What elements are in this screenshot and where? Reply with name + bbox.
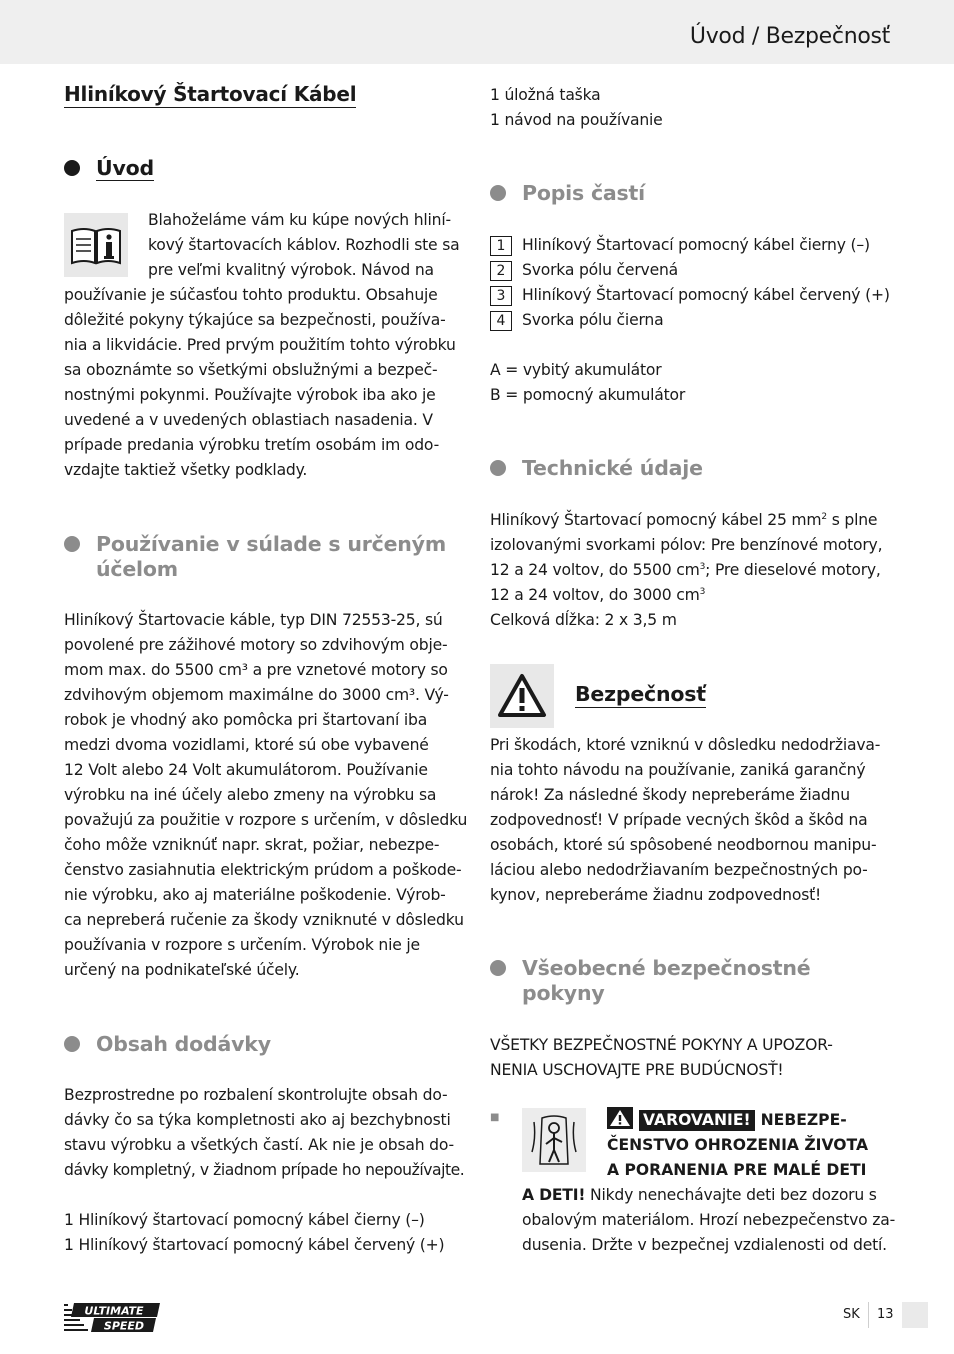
- legend-a: A = vybitý akumulátor: [490, 361, 662, 379]
- intended-use-line: medzi dvoma vozidlami, ktoré sú obe vybavené: [64, 736, 429, 754]
- info-book-icon: [64, 213, 128, 277]
- delivery-line: dávky kompletný, v žiadnom prípade ho nepoužívajte.: [64, 1161, 465, 1179]
- intended-use-line: robok je vhodný ako pomôcka pri štartovaní iba: [64, 711, 428, 729]
- intro-line: nia a likvidácie. Pred prvým použitím tohto výrobku: [64, 336, 456, 354]
- child-warning-text: [522, 1183, 922, 1258]
- part-number: 4: [490, 311, 512, 331]
- section-bullet-icon: [64, 1036, 80, 1052]
- safety-line: nárok! Za následné škody nepreberáme žiadnu: [490, 786, 850, 804]
- section-heading-tech: Technické údaje: [490, 456, 703, 481]
- delivery-line: stavu výrobku a všetkých častí. Ak nie je obsah do-: [64, 1136, 454, 1154]
- delivery-item: 1 návod na používanie: [490, 111, 663, 129]
- intro-wrapped-text: [148, 208, 464, 283]
- intended-use-line: nie výrobku, ako aj materiálne poškodenie. Výrob-: [64, 886, 446, 904]
- intended-use-line: považujú za použitie v rozpore s určením, v dôsledku: [64, 811, 468, 829]
- intended-use-line: Hliníkový Štartovacie káble, typ DIN 72553-25, sú: [64, 611, 443, 629]
- part-label: Hliníkový Štartovací pomocný kábel červený (+): [522, 286, 890, 304]
- part-number: 2: [490, 261, 512, 281]
- intro-line: Blahoželáme vám ku kúpe nových hliní-: [148, 211, 451, 229]
- section-bullet-icon: [490, 185, 506, 201]
- part-label: Svorka pólu červená: [522, 261, 678, 279]
- parts-list-item: [490, 233, 900, 258]
- intro-line: vzdajte taktiež všetky podklady.: [64, 461, 308, 479]
- parts-list-item: [490, 308, 900, 333]
- section-heading-parts: Popis častí: [490, 181, 645, 206]
- warning-heading-line: VAROVANIE! NEBEZPE-: [607, 1107, 907, 1133]
- delivery-line: Bezprostredne po rozbalení skontrolujte obsah do-: [64, 1086, 448, 1104]
- intended-use-line: mom max. do 5500 cm³ a pre vznetové motory so: [64, 661, 448, 679]
- svg-text:SPEED: SPEED: [103, 1319, 145, 1333]
- warning-triangle-small-icon: [607, 1107, 633, 1129]
- section-heading-general-safety: Všeobecné bezpečnostné pokyny: [490, 956, 810, 1006]
- safety-text: [490, 733, 900, 908]
- section-bullet-icon: [64, 536, 80, 552]
- section-bullet-icon: [64, 160, 80, 176]
- part-number: 3: [490, 286, 512, 306]
- intended-use-line: ca nepreberá ručenie za škody vzniknuté v dôsledku: [64, 911, 464, 929]
- tech-text: [490, 508, 910, 633]
- tech-line: 12 a 24 voltov, do 3000 $cm^3$: [490, 586, 706, 604]
- caps-line: NENIA USCHOVAJTE PRE BUDÚCNOSŤ!: [490, 1061, 784, 1079]
- child-warning-line: A DETI! Nikdy nenechávajte deti bez dozoru s: [522, 1186, 877, 1204]
- delivery-item: 1 úložná taška: [490, 86, 601, 104]
- parts-list-item: [490, 258, 900, 283]
- delivery-item: 1 Hliníkový štartovací pomocný kábel čierny (–): [64, 1211, 425, 1229]
- parts-list-item: [490, 283, 900, 308]
- child-in-plastic-bag-icon: [522, 1108, 586, 1172]
- legend-b: B = pomocný akumulátor: [490, 386, 686, 404]
- intro-line: pre veľmi kvalitný výrobok. Návod na: [148, 261, 434, 279]
- child-warning-bold: [607, 1107, 907, 1183]
- intro-line: prípade predania výrobku tretím osobám im odo-: [64, 436, 439, 454]
- part-number: 1: [490, 236, 512, 256]
- section-bullet-icon: [490, 960, 506, 976]
- list-bullet: ■: [490, 1112, 500, 1123]
- general-safety-caps: [490, 1033, 910, 1083]
- intended-use-line: povolené pre zážihové motory so zdvihovým obje-: [64, 636, 448, 654]
- footer-separator: [868, 1302, 869, 1328]
- intended-use-line: čoho môže vzniknúť napr. skrat, požiar, nebezpe-: [64, 836, 440, 854]
- intended-use-line: 12 Volt alebo 24 Volt akumulátorom. Používanie: [64, 761, 428, 779]
- warning-heading-line: ČENSTVO OHROZENIA ŽIVOTA: [607, 1136, 869, 1154]
- section-heading-intended-use: Používanie v súlade s určeným účelom: [64, 532, 446, 582]
- safety-line: Pri škodách, ktoré vzniknú v dôsledku nedodržiava-: [490, 736, 881, 754]
- safety-line: láciou alebo nedodržiavaním bezpečnostných po-: [490, 861, 868, 879]
- tech-line: izolovanými svorkami pólov: Pre benzínové motory,: [490, 536, 883, 554]
- safety-line: nia tohto návodu na používanie, zaniká garančný: [490, 761, 866, 779]
- safety-line: zodpovednosť! V prípade vecných škôd a škôd na: [490, 811, 868, 829]
- intro-line: používanie je súčasťou tohto produktu. Obsahuje: [64, 286, 438, 304]
- warning-label: VAROVANIE!: [639, 1110, 755, 1131]
- intro-line: nostnými pokynmi. Používajte výrobok iba ako je: [64, 386, 436, 404]
- intro-text: [64, 283, 474, 483]
- delivery-items-left: [64, 1208, 474, 1258]
- intended-use-line: čenstvo zasiahnutia elektrickým prúdom a poškode-: [64, 861, 462, 879]
- safety-line: osobách, ktoré sú spôsobené neodbornou manipu-: [490, 836, 877, 854]
- footer-gray-box: [902, 1302, 928, 1328]
- section-heading-safety: Bezpečnosť: [575, 682, 706, 706]
- delivery-line: dávky čo sa týka kompletnosti ako aj bezchybnosti: [64, 1111, 451, 1129]
- brand-logo: [64, 1302, 164, 1338]
- delivery-text: [64, 1083, 474, 1183]
- caps-line: VŠETKY BEZPEČNOSTNÉ POKYNY A UPOZOR-: [490, 1036, 833, 1054]
- section-heading-delivery: Obsah dodávky: [64, 1032, 271, 1057]
- svg-text:ULTIMATE: ULTIMATE: [84, 1304, 144, 1318]
- part-label: Svorka pólu čierna: [522, 311, 664, 329]
- intended-use-line: určený na podnikateľské účely.: [64, 961, 300, 979]
- intro-line: uvedené a v uvedených oblastiach nasadenia. V: [64, 411, 433, 429]
- parts-list: [490, 233, 900, 333]
- delivery-item: 1 Hliníkový štartovací pomocný kábel červený (+): [64, 1236, 445, 1254]
- document-title: Hliníkový Štartovací Kábel: [64, 82, 357, 106]
- child-warning-line: dusenia. Držte v bezpečnej vzdialenosti od detí.: [522, 1236, 887, 1254]
- intended-use-text: [64, 608, 474, 983]
- warning-triangle-icon: [490, 664, 554, 728]
- tech-line: Hliníkový Štartovací pomocný kábel 25 $mm^2$ s plne: [490, 511, 878, 529]
- safety-line: kynov, nepreberáme žiadnu zodpovednosť!: [490, 886, 822, 904]
- page-header-title: Úvod / Bezpečnosť: [689, 24, 890, 49]
- child-warning-line: obalovým materiálom. Hrozí nebezpečenstvo za-: [522, 1211, 896, 1229]
- section-bullet-icon: [490, 460, 506, 476]
- intended-use-line: používania v rozpore s určením. Výrobok nie je: [64, 936, 420, 954]
- intro-line: kový štartovacích káblov. Rozhodli ste sa: [148, 236, 460, 254]
- intended-use-line: výrobku na iné účely alebo zmeny na výrobku sa: [64, 786, 437, 804]
- part-label: Hliníkový Štartovací pomocný kábel čierny (–): [522, 236, 870, 254]
- intro-line: sa oboznámte so všetkými obslužnými a bezpeč-: [64, 361, 438, 379]
- intro-line: dôležité pokyny týkajúce sa bezpečnosti, používa-: [64, 311, 446, 329]
- section-heading-intro: Úvod: [64, 156, 154, 181]
- tech-line: 12 a 24 voltov, do 5500 $cm^3$; Pre dieselové motory,: [490, 561, 881, 579]
- footer-language: SK: [843, 1307, 860, 1322]
- tech-line: Celková dĺžka: 2 x 3,5 m: [490, 611, 677, 629]
- intended-use-line: zdvihovým objemom maximálne do 3000 cm³. Vý-: [64, 686, 449, 704]
- page-number: 13: [877, 1307, 894, 1322]
- delivery-items-right: [490, 83, 890, 133]
- warning-heading-line: A PORANENIA PRE MALÉ DETI: [607, 1161, 867, 1179]
- parts-legend: [490, 358, 890, 408]
